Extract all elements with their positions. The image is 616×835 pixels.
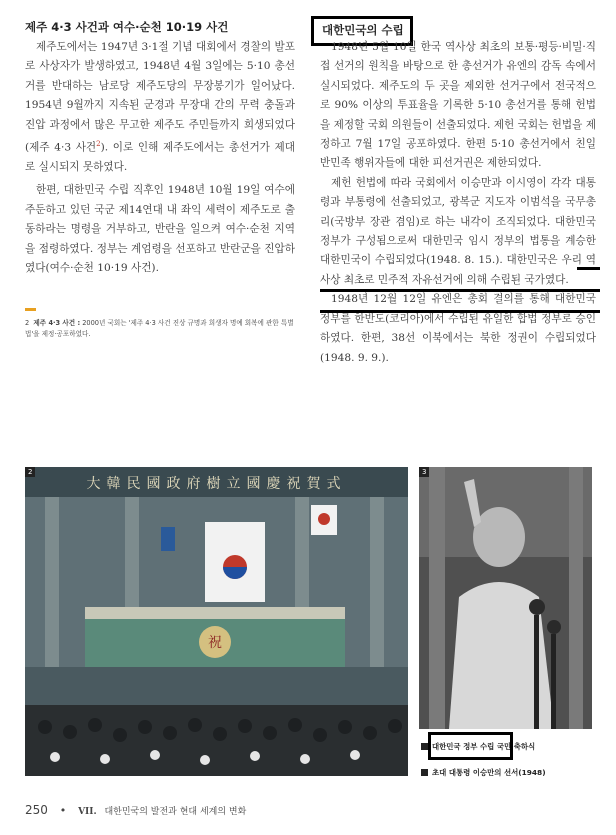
right-paragraph-2: 제헌 헌법에 따라 국회에서 이승만과 이시영이 각각 대통령과 부통령에 선출되었고, 광복군 지도자 이범석을 국무총리(국방부 장관 겸임)로 하는 내각이 조직되었다. 대한민국 정부가 구성됨으로써 대한민국 임시 정부의 법통을 계승한 대한민국이 수립되었다(1948. 8. 15.). 대한민국은 우리 역사상 최초로 민주적 자유선거에 의해 수립된 국가였다. [320, 176, 596, 286]
chapter-title: 대한민국의 발전과 현대 세계의 변화 [104, 807, 247, 817]
right-paragraph-3: 1948년 12월 12일 유엔은 총회 결의를 통해 대한민국 정부를 한반도(코리아)에서 수립된 유일한 합법 정부로 승인하였다. 한편, 38선 이북에서는 북한 정권이 수립되었다(1948. 9. 9.). [320, 293, 596, 364]
caption-highlight-box [428, 732, 513, 760]
caption-2-text: 대한민국 정부 수립 [432, 742, 495, 751]
caption-3 [421, 767, 546, 778]
emblem-glyph: 祝 [208, 635, 222, 651]
oath-photo [419, 467, 592, 729]
footnote-number: 2 [25, 319, 30, 327]
right-body [320, 38, 596, 368]
caption-2-rest: 국민 축하식 [494, 742, 536, 751]
left-body [25, 38, 295, 278]
photo-number-3: 3 [419, 467, 429, 477]
footnote-accent-bar [25, 308, 36, 311]
footnote-title: 제주 4·3 사건 : [33, 319, 81, 327]
left-p1-tail: ). 이로 인해 제주도에서는 총선거가 제대로 실시되지 못하였다. [25, 141, 295, 173]
banner-text: 大韓民國政府樹立國慶祝賀式 [86, 476, 347, 492]
caption-3-text: 초대 대통령 이승만의 선서(1948) [432, 768, 546, 777]
page-footer [25, 803, 246, 817]
oath-photo-image [419, 467, 592, 729]
footnote-marker[interactable]: 2 [96, 140, 101, 149]
ceremony-photo [25, 467, 408, 776]
left-paragraph-2 [25, 181, 295, 278]
underline-1 [577, 267, 600, 270]
left-paragraph-1 [25, 38, 295, 177]
photo-number-2: 2 [25, 467, 35, 477]
right-paragraph-1: 1948년 5월 10일 한국 역사상 최초의 보통·평등·비밀·직접 선거의 원칙을 바탕으로 한 총선거가 유엔의 감독 속에서 실시되었다. 제주도의 두 곳을 제외한 선거구에서 전국적으로 90% 이상의 투표율을 기록한 5·10 총선거를 통해 헌법을 제정할 국회 의원들이 선출되었다. 제헌 국회는 헌법을 제정하고 7월 17일 공포하였다. 한편 5·10 총선거에서 친일 반민족 행위자들에 대한 피선거권은 제한되었다. [320, 41, 596, 170]
footnote-text: 2000년 국회는 '제주 4·3 사건 진상 규명과 희생자 명예 회복에 관한 특별법'을 제정·공포하였다. [25, 319, 294, 338]
footer-bullet: • [59, 804, 67, 817]
ceremony-photo-image [25, 467, 408, 776]
underline-3 [320, 310, 600, 313]
page-number: 250 [25, 803, 48, 817]
right-section-heading: 대한민국의 수립 [322, 23, 404, 37]
left-section-heading: 제주 4·3 사건과 여수·순천 10·19 사건 [25, 20, 229, 34]
underline-2 [320, 289, 600, 292]
chapter-number: VII. [78, 807, 97, 817]
footnote [25, 318, 297, 339]
left-p2-text: 한편, 대한민국 수립 직후인 1948년 10월 19일 여수에 주둔하고 있던 국군 제14연대 내 좌익 세력이 제주도로 출동하라는 명령을 거부하고, 반란을 일으켜 여수·순천 지역을 점령하였다. 정부는 계엄령을 선포하고 반란군을 진압하였다(여수·순천 10·19 사건). [25, 184, 295, 274]
left-p1-text: 제주도에서는 1947년 3·1절 기념 대회에서 경찰의 발포로 사상자가 발생하였고, 1948년 4월 3일에는 5·10 총선거를 반대하는 남로당 제주도당의 무장봉기가 일어났다. 1954년 9월까지 지속된 군경과 무장대 간의 무력 충돌과 진압 과정에서 많은 무고한 제주도 주민들까지 희생되었다(제주 4·3 사건 [25, 41, 295, 154]
